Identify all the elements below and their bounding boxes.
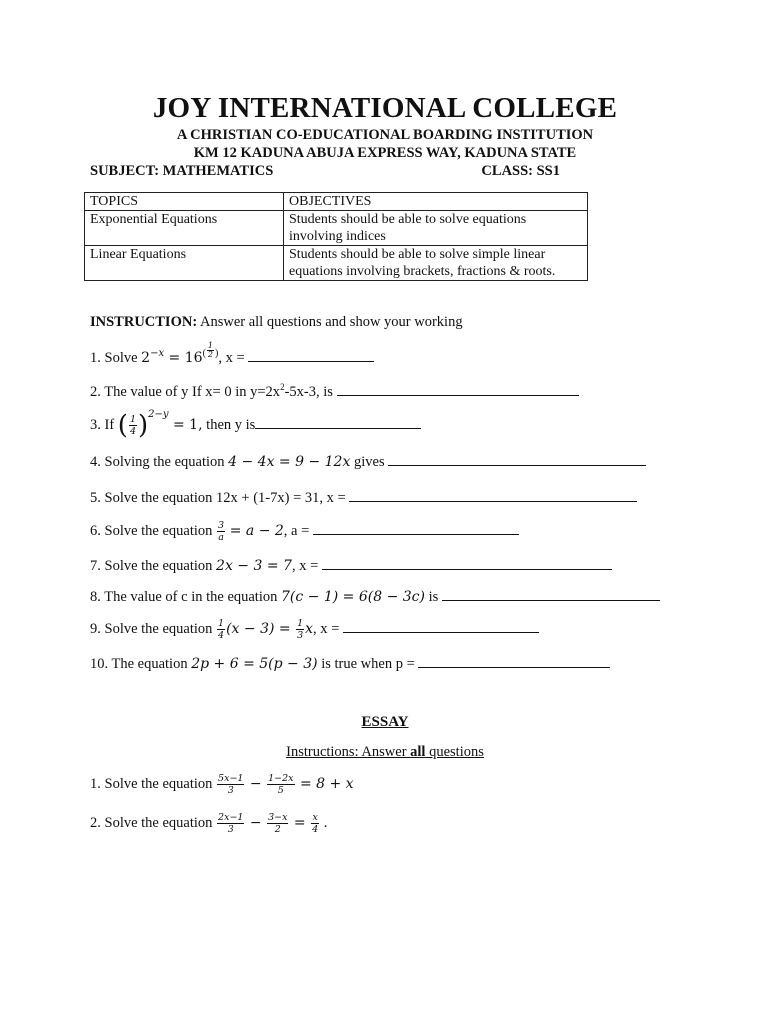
frac-den: 2 bbox=[274, 824, 281, 835]
essay-heading: ESSAY bbox=[361, 714, 409, 730]
math-exponent: 2−y bbox=[148, 409, 169, 420]
frac-num: 3 bbox=[218, 520, 225, 531]
question-text: 2. The value of y If x= 0 in y=2x bbox=[90, 383, 281, 400]
answer-blank[interactable] bbox=[255, 416, 421, 429]
question-10 bbox=[90, 655, 610, 673]
question-tail: is bbox=[424, 589, 442, 605]
math-op: − bbox=[245, 814, 267, 831]
topic-cell: Linear Equations bbox=[85, 246, 284, 281]
objective-cell bbox=[284, 211, 588, 246]
frac-den: a bbox=[218, 532, 224, 543]
frac-den: 3 bbox=[227, 785, 234, 796]
table-header-row bbox=[85, 193, 588, 211]
question-tail: , x = bbox=[313, 620, 343, 637]
question-number: 4. Solving the equation bbox=[90, 454, 229, 470]
math-op: = bbox=[289, 814, 311, 831]
math-expr: x bbox=[305, 620, 314, 637]
question-4 bbox=[90, 453, 646, 471]
math-expr: (x − 3) = bbox=[226, 620, 296, 637]
objectives-header: OBJECTIVES bbox=[284, 193, 588, 211]
frac-num: 1 bbox=[207, 341, 213, 351]
question-9 bbox=[90, 618, 539, 641]
frac-num: 5x−1 bbox=[218, 773, 244, 784]
question-text: -5x-3, is bbox=[284, 383, 337, 400]
question-number: 9. Solve the equation bbox=[90, 620, 217, 637]
instruction-line bbox=[90, 314, 463, 331]
answer-blank[interactable] bbox=[442, 588, 660, 601]
question-number: 6. Solve the equation bbox=[90, 522, 217, 539]
class-label: CLASS: SS1 bbox=[481, 163, 560, 179]
topics-header: TOPICS bbox=[85, 193, 284, 211]
answer-blank[interactable] bbox=[313, 522, 519, 535]
math-expr: = 16 bbox=[164, 349, 203, 366]
fraction bbox=[129, 414, 137, 437]
question-number: 2. Solve the equation bbox=[90, 814, 217, 831]
frac-num: 2x−1 bbox=[218, 812, 244, 823]
question-6 bbox=[90, 520, 519, 543]
objective-line: Students should be able to solve equations bbox=[289, 212, 527, 227]
essay-question-1 bbox=[90, 773, 354, 796]
question-number: 8. The value of c in the equation bbox=[90, 589, 281, 605]
question-tail: gives bbox=[350, 454, 389, 470]
frac-num: 1 bbox=[218, 618, 225, 629]
paren: ) bbox=[138, 410, 149, 441]
answer-blank[interactable] bbox=[322, 557, 612, 570]
objective-line: involving indices bbox=[289, 229, 386, 244]
fraction bbox=[217, 520, 225, 543]
math-expr: = 8 + x bbox=[295, 775, 354, 792]
objective-line: Students should be able to solve simple linear bbox=[289, 247, 546, 262]
frac-den: 4 bbox=[312, 824, 319, 835]
answer-blank[interactable] bbox=[349, 489, 637, 502]
question-3 bbox=[90, 409, 421, 441]
question-tail: is true when p = bbox=[317, 656, 419, 672]
fraction bbox=[217, 618, 225, 641]
math-expr: 2x − 3 = 7 bbox=[216, 558, 292, 574]
essay-instructions bbox=[0, 744, 770, 761]
frac-num: 1 bbox=[297, 618, 304, 629]
table-row bbox=[85, 211, 588, 246]
school-subtitle: A CHRISTIAN CO-EDUCATIONAL BOARDING INSTITUTION bbox=[176, 127, 594, 143]
table-row bbox=[85, 246, 588, 281]
frac-num: 1−2x bbox=[268, 773, 294, 784]
frac-den: 4 bbox=[218, 630, 225, 641]
question-number: 10. The equation bbox=[90, 656, 192, 672]
fraction bbox=[217, 812, 244, 835]
instr-text: questions bbox=[425, 744, 484, 760]
math-exponent: −x bbox=[150, 348, 165, 359]
question-number: 3. If bbox=[90, 416, 118, 433]
school-address: KM 12 KADUNA ABUJA EXPRESS WAY, KADUNA STATE bbox=[193, 145, 577, 161]
answer-blank[interactable] bbox=[418, 655, 610, 668]
frac-num: 3−x bbox=[268, 812, 288, 823]
question-1 bbox=[90, 341, 374, 367]
instr-text: Instructions: Answer bbox=[286, 744, 411, 760]
math-expr: = a − 2 bbox=[229, 522, 284, 539]
question-tail: , x = bbox=[291, 558, 322, 574]
math-base: 2 bbox=[141, 349, 151, 366]
question-7 bbox=[90, 557, 612, 575]
frac-den: 4 bbox=[129, 426, 136, 437]
frac-den: 5 bbox=[277, 785, 284, 796]
paren: ( bbox=[117, 410, 128, 441]
essay-question-2 bbox=[90, 812, 327, 835]
topic-cell: Exponential Equations bbox=[85, 211, 284, 246]
math-expr: 4 − 4x = 9 − 12x bbox=[228, 454, 351, 470]
frac-num: x bbox=[312, 812, 318, 823]
superscript: 2 bbox=[280, 382, 285, 392]
answer-blank[interactable] bbox=[248, 349, 374, 362]
math-expr: 7(c − 1) = 6(8 − 3c) bbox=[281, 589, 425, 605]
math-expr: = 1, bbox=[168, 416, 203, 433]
instruction-label: INSTRUCTION: bbox=[90, 314, 198, 330]
answer-blank[interactable] bbox=[337, 383, 579, 396]
question-tail: . bbox=[320, 814, 328, 831]
question-text: 5. Solve the equation 12x + (1-7x) = 31, x = bbox=[90, 490, 350, 506]
fraction bbox=[296, 618, 304, 641]
question-8 bbox=[90, 588, 660, 606]
math-expr: 2p + 6 = 5(p − 3) bbox=[191, 656, 318, 672]
question-number: 1. Solve the equation bbox=[90, 775, 217, 792]
frac-den: 3 bbox=[297, 630, 304, 641]
fraction bbox=[267, 812, 288, 835]
math-op: − bbox=[245, 775, 267, 792]
question-2 bbox=[90, 382, 579, 401]
frac-num: 1 bbox=[129, 414, 136, 425]
question-tail: , x = bbox=[218, 349, 249, 366]
question-number: 7. Solve the equation bbox=[90, 558, 217, 574]
instruction-text: Answer all questions and show your working bbox=[197, 314, 463, 330]
objective-cell bbox=[284, 246, 588, 281]
school-title: JOY INTERNATIONAL COLLEGE bbox=[152, 92, 618, 124]
question-number: 1. Solve bbox=[90, 349, 142, 366]
answer-blank[interactable] bbox=[343, 620, 539, 633]
fraction bbox=[217, 773, 244, 796]
subject-row bbox=[90, 163, 560, 180]
frac-den: 3 bbox=[227, 824, 234, 835]
objective-line: equations involving brackets, fractions & roots. bbox=[289, 264, 556, 279]
fraction bbox=[267, 773, 294, 796]
question-tail: then y is bbox=[202, 416, 256, 433]
answer-blank[interactable] bbox=[388, 453, 646, 466]
fraction bbox=[311, 812, 319, 835]
question-tail: , a = bbox=[283, 522, 313, 539]
exponent-half: ( 1 2 ) bbox=[202, 341, 219, 360]
topics-table bbox=[84, 192, 588, 281]
frac-den: 2 bbox=[207, 350, 213, 360]
instr-bold: all bbox=[410, 744, 426, 760]
question-5 bbox=[90, 489, 637, 507]
subject-label: SUBJECT: MATHEMATICS bbox=[90, 163, 274, 179]
